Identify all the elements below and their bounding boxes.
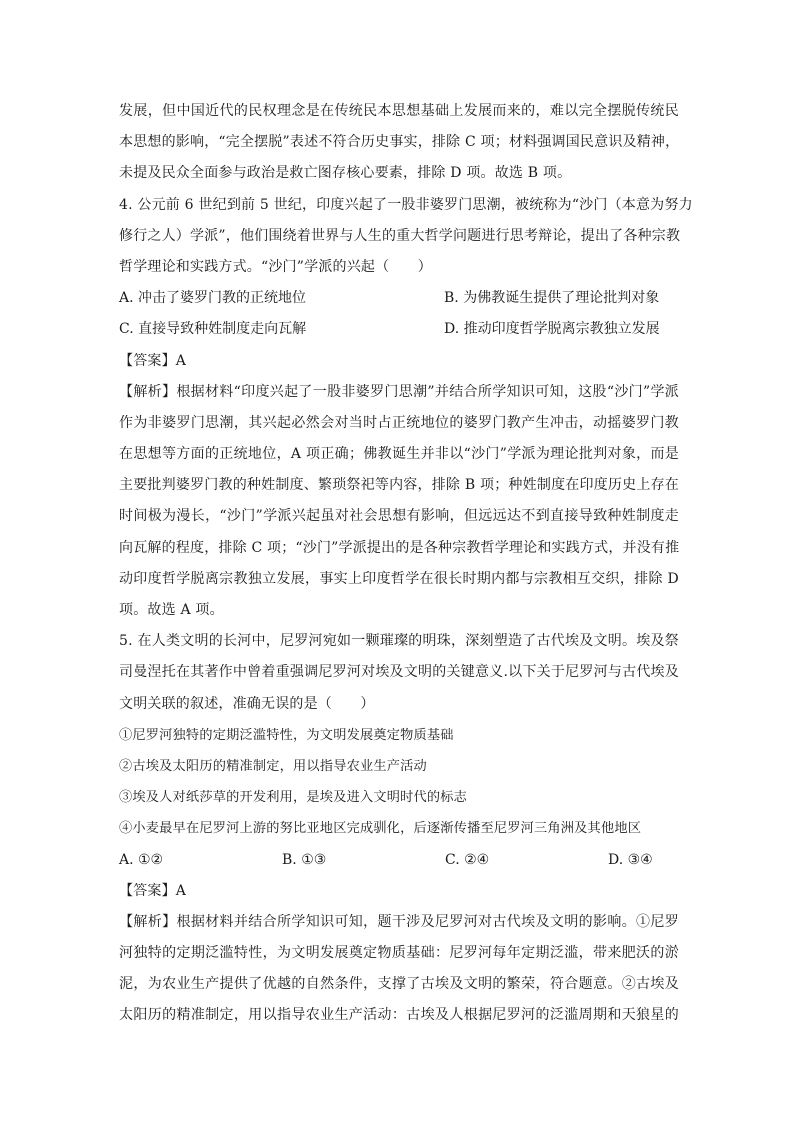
analysis-paragraph <box>119 907 679 1032</box>
analysis-line: 在思想等方面的正统地位，A 项正确；佛教诞生并非以“沙门”学派为理论批判对象，而是 <box>119 446 679 463</box>
analysis-line: 动印度哲学脱离宗教独立发展，事实上印度哲学在很长时期内都与宗教相互交织，排除 D <box>119 570 679 587</box>
analysis-line: 时间极为漫长，“沙门”学派兴起虽对社会思想有影响，但远远达不到直接导致种姓制度走 <box>119 508 679 525</box>
options-row <box>119 283 679 314</box>
option-d: D. 推动印度哲学脱离宗教独立发展 <box>444 321 660 338</box>
analysis-line: 【解析】根据材料“印度兴起了一股非婆罗门思潮”并结合所学知识可知，这股“沙门”学派 <box>119 383 679 400</box>
analysis-line: 主要批判婆罗门教的种姓制度、繁琐祭祀等内容，排除 B 项；种姓制度在印度历史上存在 <box>119 477 679 494</box>
option-b: B. 为佛教诞生提供了理论批判对象 <box>444 290 660 307</box>
option-a: A. ①② <box>119 851 164 868</box>
option-d: D. ③④ <box>608 851 653 868</box>
options-row <box>119 845 679 876</box>
statement-item: ②古埃及太阳历的精准制定，用以指导农业生产活动 <box>119 758 427 774</box>
statement-item: ①尼罗河独特的定期泛滥特性，为文明发展奠定物质基础 <box>119 727 454 743</box>
option-a: A. 冲击了婆罗门教的正统地位 <box>119 290 307 307</box>
document-page <box>119 96 693 1032</box>
question-stem-line: 修行之人）学派”，他们围绕着世界与人生的重大哲学问题进行思考辩论，提出了各种宗教 <box>119 227 681 244</box>
analysis-line: 太阳历的精准制定，用以指导农业生产活动：古埃及人根据尼罗河的泛滥周期和天狼星的 <box>119 1007 679 1024</box>
statement-item: ③埃及人对纸莎草的开发利用，是埃及进入文明时代的标志 <box>119 790 468 806</box>
question-stem-line: 哲学理论和实践方式。“沙门”学派的兴起（ ） <box>119 258 432 275</box>
question-stem-line: 5. 在人类文明的长河中，尼罗河宛如一颗璀璨的明珠，深刻塑造了古代埃及文明。埃及祭 <box>119 633 679 650</box>
analysis-line: 作为非婆罗门思潮，其兴起必然会对当时占正统地位的婆罗门教产生冲击，动摇婆罗门教 <box>119 414 679 431</box>
option-b: B. ①③ <box>282 851 327 868</box>
options-row <box>119 314 679 345</box>
analysis-line: 泥，为农业生产提供了优越的自然条件，支撑了古埃及文明的繁荣，符合题意。②古埃及 <box>119 976 679 993</box>
intro-paragraph <box>119 96 679 190</box>
option-c: C. 直接导致种姓制度走向瓦解 <box>119 321 307 338</box>
answer-label: 【答案】A <box>119 352 187 369</box>
analysis-line: 向瓦解的程度，排除 C 项；“沙门”学派提出的是各种宗教哲学理论和实践方式，并没有推 <box>119 539 680 556</box>
option-c: C. ②④ <box>445 851 490 868</box>
analysis-paragraph <box>119 377 679 627</box>
question-stem-line: 司曼涅托在其著作中曾着重强调尼罗河对埃及文明的关键意义.以下关于尼罗河与古代埃及 <box>119 664 679 681</box>
answer-label: 【答案】A <box>119 882 187 899</box>
question-stem-line: 4. 公元前 6 世纪到前 5 世纪，印度兴起了一股非婆罗门思潮，被统称为“沙门（本意为努力 <box>119 196 693 213</box>
question-4 <box>119 190 693 627</box>
text-line: 本思想的影响，“完全摆脱”表述不符合历史事实，排除 C 项；材料强调国民意识及精神， <box>119 134 680 151</box>
statement-item: ④小麦最早在尼罗河上游的努比亚地区完成驯化，后逐渐传播至尼罗河三角洲及其他地区 <box>119 821 642 837</box>
text-line: 发展，但中国近代的民权理念是在传统民本思想基础上发展而来的，难以完全摆脱传统民 <box>119 103 679 119</box>
analysis-line: 项。故选 A 项。 <box>119 602 224 618</box>
analysis-line: 河独特的定期泛滥特性，为文明发展奠定物质基础：尼罗河每年定期泛滥，带来肥沃的淤 <box>119 945 679 962</box>
text-line: 未提及民众全面参与政治是救亡图存核心要素，排除 D 项。故选 B 项。 <box>119 165 572 182</box>
question-5 <box>119 626 679 1031</box>
analysis-line: 【解析】根据材料并结合所学知识可知，题干涉及尼罗河对古代埃及文明的影响。①尼罗 <box>119 913 679 930</box>
question-stem-line: 文明关联的叙述，准确无误的是（ ） <box>119 695 375 712</box>
